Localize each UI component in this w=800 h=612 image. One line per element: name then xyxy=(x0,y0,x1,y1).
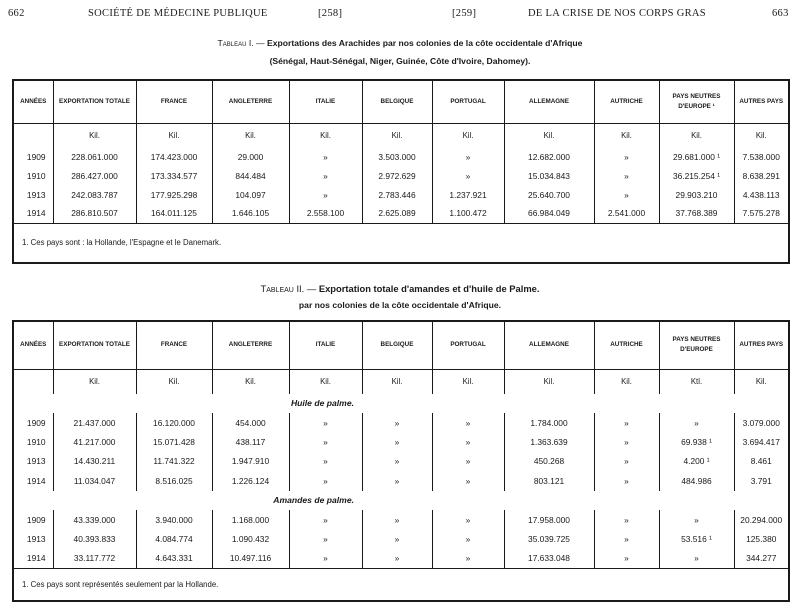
table2-column-header: AUTRES PAYS xyxy=(734,321,789,369)
table1-value-cell: 29.681.000 ¹ xyxy=(659,147,734,166)
table1-value-cell: 242.083.787 xyxy=(53,185,136,204)
table2-column-header: ANNÉES xyxy=(13,321,53,369)
table1-value-cell: 29.903.210 xyxy=(659,185,734,204)
table1-value-cell: 173.334.577 xyxy=(136,166,212,185)
table2-column-header: PORTUGAL xyxy=(432,321,504,369)
table2-data-row xyxy=(13,432,789,451)
table2-value-cell: » xyxy=(362,471,432,490)
table2-unit-cell: Kil. xyxy=(212,369,289,394)
table1-value-cell: 2.558.100 xyxy=(289,204,362,223)
table1-value-cell: 174.423.000 xyxy=(136,147,212,166)
table1-caption-line1 xyxy=(0,38,800,48)
table2-value-cell: 344.277 xyxy=(734,549,789,568)
left-page-number: 662 xyxy=(8,8,25,19)
table1-header xyxy=(13,80,789,123)
table2-value-cell: » xyxy=(432,510,504,529)
table2-column-header: ANGLETERRE xyxy=(212,321,289,369)
table1-value-cell: 1.100.472 xyxy=(432,204,504,223)
table2-value-cell: » xyxy=(289,510,362,529)
table2-value-cell: » xyxy=(289,452,362,471)
table1-value-cell: 37.768.389 xyxy=(659,204,734,223)
table2-value-cell: » xyxy=(432,413,504,432)
table2-data-row xyxy=(13,510,789,529)
table2-data-row xyxy=(13,549,789,568)
table2-year-cell: 1913 xyxy=(13,452,53,471)
table2-value-cell: 69.938 ¹ xyxy=(659,432,734,451)
table1-data-row xyxy=(13,147,789,166)
table1-value-cell: » xyxy=(289,147,362,166)
table1-column-header: PORTUGAL xyxy=(432,80,504,123)
table2-value-cell: » xyxy=(289,549,362,568)
table2 xyxy=(12,320,790,602)
table2-value-cell: 4.200 ¹ xyxy=(659,452,734,471)
table1-data-row xyxy=(13,185,789,204)
table2-column-header: ALLEMAGNE xyxy=(504,321,594,369)
table1-year-cell: 1910 xyxy=(13,166,53,185)
table1-column-header: ITALIE xyxy=(289,80,362,123)
table1-value-cell: 844.484 xyxy=(212,166,289,185)
table2-unit-cell: Kil. xyxy=(136,369,212,394)
table2-value-cell: 11.034.047 xyxy=(53,471,136,490)
table1-caption-prefix: Tableau I. — xyxy=(217,38,265,48)
table2-value-cell: » xyxy=(594,452,659,471)
table2-value-cell: 454.000 xyxy=(212,413,289,432)
table1-column-header: AUTRES PAYS xyxy=(734,80,789,123)
table2-value-cell: 125.380 xyxy=(734,529,789,548)
table2-value-cell: 15.071.428 xyxy=(136,432,212,451)
table2-value-cell: » xyxy=(432,432,504,451)
table2-value-cell: 3.079.000 xyxy=(734,413,789,432)
table2-value-cell: » xyxy=(289,413,362,432)
table2-value-cell: 14.430.211 xyxy=(53,452,136,471)
table1-value-cell: 66.984.049 xyxy=(504,204,594,223)
table2-data-row xyxy=(13,452,789,471)
table2-value-cell: 484.986 xyxy=(659,471,734,490)
table2-section-row xyxy=(13,394,789,413)
table1-value-cell: 2.625.089 xyxy=(362,204,432,223)
table1-value-cell: 1.237.921 xyxy=(432,185,504,204)
table1-data-row xyxy=(13,204,789,223)
table1-value-cell: » xyxy=(289,185,362,204)
table2-data-row xyxy=(13,529,789,548)
table1-data-row xyxy=(13,166,789,185)
table2-unit-cell: Kil. xyxy=(289,369,362,394)
table2-value-cell: 1.168.000 xyxy=(212,510,289,529)
table2-value-cell: » xyxy=(432,529,504,548)
table1-value-cell: 286.427.000 xyxy=(53,166,136,185)
table2-value-cell: 35.039.725 xyxy=(504,529,594,548)
table2-value-cell: » xyxy=(594,549,659,568)
table2-column-header: BELGIQUE xyxy=(362,321,432,369)
table1-value-cell: 286.810.507 xyxy=(53,204,136,223)
table2-column-header: EXPORTATION TOTALE xyxy=(53,321,136,369)
table1-caption-title: Exportations des Arachides par nos colonies de la côte occidentale d'Afrique xyxy=(266,38,583,48)
table1-value-cell: 36.215.254 ¹ xyxy=(659,166,734,185)
table1-column-header: ANNÉES xyxy=(13,80,53,123)
table1-value-cell: » xyxy=(594,166,659,185)
table1-column-header: BELGIQUE xyxy=(362,80,432,123)
table2-value-cell: 21.437.000 xyxy=(53,413,136,432)
left-page-bracket: [258] xyxy=(318,8,343,19)
table2-value-cell: » xyxy=(432,452,504,471)
table2-units-row xyxy=(13,369,789,394)
table1-value-cell: » xyxy=(594,147,659,166)
table2-unit-cell: Ktl. xyxy=(659,369,734,394)
table1-unit-cell: Kil. xyxy=(432,123,504,147)
table1-value-cell: 8.638.291 xyxy=(734,166,789,185)
table2-footnote: 1. Ces pays sont représentés seulement par la Hollande. xyxy=(13,568,789,601)
table2-caption-title: Exportation totale d'amandes et d'huile de Palme. xyxy=(318,283,540,294)
table2-body xyxy=(13,369,789,601)
right-page-bracket: [259] xyxy=(452,8,477,19)
table2-value-cell: 33.117.772 xyxy=(53,549,136,568)
table1-value-cell: 25.640.700 xyxy=(504,185,594,204)
table1-unit-cell: Kil. xyxy=(504,123,594,147)
table1-value-cell: » xyxy=(289,166,362,185)
table2-value-cell: 1.947.910 xyxy=(212,452,289,471)
table2-caption-line1 xyxy=(0,283,800,294)
table2-value-cell: 11.741.322 xyxy=(136,452,212,471)
table1-unit-cell: Kil. xyxy=(594,123,659,147)
table2-section-fill xyxy=(362,491,789,510)
table2-value-cell: 1.363.639 xyxy=(504,432,594,451)
table1-column-header: ANGLETERRE xyxy=(212,80,289,123)
table2-unit-cell: Kil. xyxy=(504,369,594,394)
table1-unit-cell: Kil. xyxy=(136,123,212,147)
table2-value-cell: 41.217.000 xyxy=(53,432,136,451)
table2-value-cell: 53.516 ¹ xyxy=(659,529,734,548)
table2-value-cell: » xyxy=(289,471,362,490)
table2-column-header: ITALIE xyxy=(289,321,362,369)
table1-value-cell: » xyxy=(432,166,504,185)
table2-value-cell: 8.461 xyxy=(734,452,789,471)
table2-value-cell: » xyxy=(659,549,734,568)
table1 xyxy=(12,79,790,264)
left-running-title: SOCIÉTÉ DE MÉDECINE PUBLIQUE xyxy=(88,8,268,19)
table2-unit-cell: Kil. xyxy=(594,369,659,394)
table1-year-cell: 1913 xyxy=(13,185,53,204)
table2-value-cell: » xyxy=(594,529,659,548)
table2-unit-cell: Kil. xyxy=(53,369,136,394)
table2-section-fill xyxy=(362,394,789,413)
table1-footnote-row xyxy=(13,223,789,263)
table1-value-cell: 15.034.843 xyxy=(504,166,594,185)
table1-unit-cell: Kil. xyxy=(734,123,789,147)
table1-value-cell: 2.541.000 xyxy=(594,204,659,223)
table2-value-cell: » xyxy=(594,432,659,451)
table2-value-cell: » xyxy=(594,471,659,490)
table1-value-cell: 7.575.278 xyxy=(734,204,789,223)
table2-year-cell: 1914 xyxy=(13,549,53,568)
table1-value-cell: 1.646.105 xyxy=(212,204,289,223)
table2-value-cell: 3.694.417 xyxy=(734,432,789,451)
table1-caption-line2: (Sénégal, Haut-Sénégal, Niger, Guinée, Côte d'Ivoire, Dahomey). xyxy=(269,56,531,66)
table2-value-cell: » xyxy=(362,432,432,451)
right-running-title: DE LA CRISE DE NOS CORPS GRAS xyxy=(528,8,706,19)
table2-value-cell: » xyxy=(362,452,432,471)
table2-value-cell: 17.958.000 xyxy=(504,510,594,529)
table1-column-header: ALLEMAGNE xyxy=(504,80,594,123)
table1-value-cell: 2.972.629 xyxy=(362,166,432,185)
table2-section-spacer: Amandes de palme. xyxy=(13,491,362,510)
table2-column-header: PAYS NEUTRES D'EUROPE xyxy=(659,321,734,369)
table1-column-header: AUTRICHE xyxy=(594,80,659,123)
table2-value-cell: 4.643.331 xyxy=(136,549,212,568)
table1-column-header: PAYS NEUTRES D'EUROPE ¹ xyxy=(659,80,734,123)
table2-value-cell: 40.393.833 xyxy=(53,529,136,548)
table1-value-cell: 164.011.125 xyxy=(136,204,212,223)
table1-unit-cell: Kil. xyxy=(659,123,734,147)
table2-unit-cell: Kil. xyxy=(432,369,504,394)
table1-value-cell: » xyxy=(432,147,504,166)
table1-value-cell: 228.061.000 xyxy=(53,147,136,166)
table2-caption-line2: par nos colonies de la côte occidentale d'Afrique. xyxy=(298,300,502,310)
table1-column-header: EXPORTATION TOTALE xyxy=(53,80,136,123)
table2-unit-cell xyxy=(13,369,53,394)
table1-body xyxy=(13,123,789,263)
table2-value-cell: » xyxy=(432,471,504,490)
table2-value-cell: » xyxy=(594,510,659,529)
table1-value-cell: 7.538.000 xyxy=(734,147,789,166)
table2-value-cell: 1.784.000 xyxy=(504,413,594,432)
table2-value-cell: » xyxy=(659,413,734,432)
table1-value-cell: 104.097 xyxy=(212,185,289,204)
table1-units-row xyxy=(13,123,789,147)
table2-value-cell: 3.791 xyxy=(734,471,789,490)
table2-unit-cell: Kil. xyxy=(734,369,789,394)
table2-data-row xyxy=(13,471,789,490)
table1-unit-cell: Kil. xyxy=(53,123,136,147)
table1-value-cell: 2.783.446 xyxy=(362,185,432,204)
table2-section-row xyxy=(13,491,789,510)
right-page-number: 663 xyxy=(772,8,789,19)
table2-value-cell: 4.084.774 xyxy=(136,529,212,548)
table2-year-cell: 1910 xyxy=(13,432,53,451)
table1-unit-cell xyxy=(13,123,53,147)
table1-unit-cell: Kil. xyxy=(289,123,362,147)
table2-value-cell: 20.294.000 xyxy=(734,510,789,529)
table2-value-cell: » xyxy=(362,549,432,568)
table2-column-header: AUTRICHE xyxy=(594,321,659,369)
table2-value-cell: 17.633.048 xyxy=(504,549,594,568)
table2-footnote-row xyxy=(13,568,789,601)
table1-value-cell: 3.503.000 xyxy=(362,147,432,166)
table2-value-cell: 1.226.124 xyxy=(212,471,289,490)
table2-column-header: FRANCE xyxy=(136,321,212,369)
table2-value-cell: » xyxy=(289,432,362,451)
table2-value-cell: 43.339.000 xyxy=(53,510,136,529)
table2-section-spacer: Huile de palme. xyxy=(13,394,362,413)
table2-value-cell: 438.117 xyxy=(212,432,289,451)
table2-year-cell: 1914 xyxy=(13,471,53,490)
table2-value-cell: » xyxy=(659,510,734,529)
table1-column-header: FRANCE xyxy=(136,80,212,123)
table2-value-cell: » xyxy=(289,529,362,548)
table2-year-cell: 1913 xyxy=(13,529,53,548)
table1-value-cell: 177.925.298 xyxy=(136,185,212,204)
table2-year-cell: 1909 xyxy=(13,510,53,529)
table2-year-cell: 1909 xyxy=(13,413,53,432)
table2-value-cell: » xyxy=(432,549,504,568)
table2-caption-prefix: Tableau II. — xyxy=(260,283,317,294)
table2-value-cell: 10.497.116 xyxy=(212,549,289,568)
table2-value-cell: 1.090.432 xyxy=(212,529,289,548)
table2-header xyxy=(13,321,789,369)
table1-footnote: 1. Ces pays sont : la Hollande, l'Espagne et le Danemark. xyxy=(13,223,789,263)
table2-value-cell: 8.516.025 xyxy=(136,471,212,490)
table2-value-cell: » xyxy=(362,510,432,529)
table2-value-cell: » xyxy=(362,413,432,432)
table1-year-cell: 1909 xyxy=(13,147,53,166)
table2-data-row xyxy=(13,413,789,432)
table2-value-cell: 803.121 xyxy=(504,471,594,490)
table2-value-cell: » xyxy=(362,529,432,548)
table2-value-cell: » xyxy=(594,413,659,432)
table1-unit-cell: Kil. xyxy=(362,123,432,147)
table1-year-cell: 1914 xyxy=(13,204,53,223)
table2-value-cell: 450.268 xyxy=(504,452,594,471)
table2-unit-cell: Kil. xyxy=(362,369,432,394)
table1-value-cell: 4.438.113 xyxy=(734,185,789,204)
table1-value-cell: 29.000 xyxy=(212,147,289,166)
table2-value-cell: 16.120.000 xyxy=(136,413,212,432)
table2-value-cell: 3.940.000 xyxy=(136,510,212,529)
table1-value-cell: » xyxy=(594,185,659,204)
table1-unit-cell: Kil. xyxy=(212,123,289,147)
table1-value-cell: 12.682.000 xyxy=(504,147,594,166)
